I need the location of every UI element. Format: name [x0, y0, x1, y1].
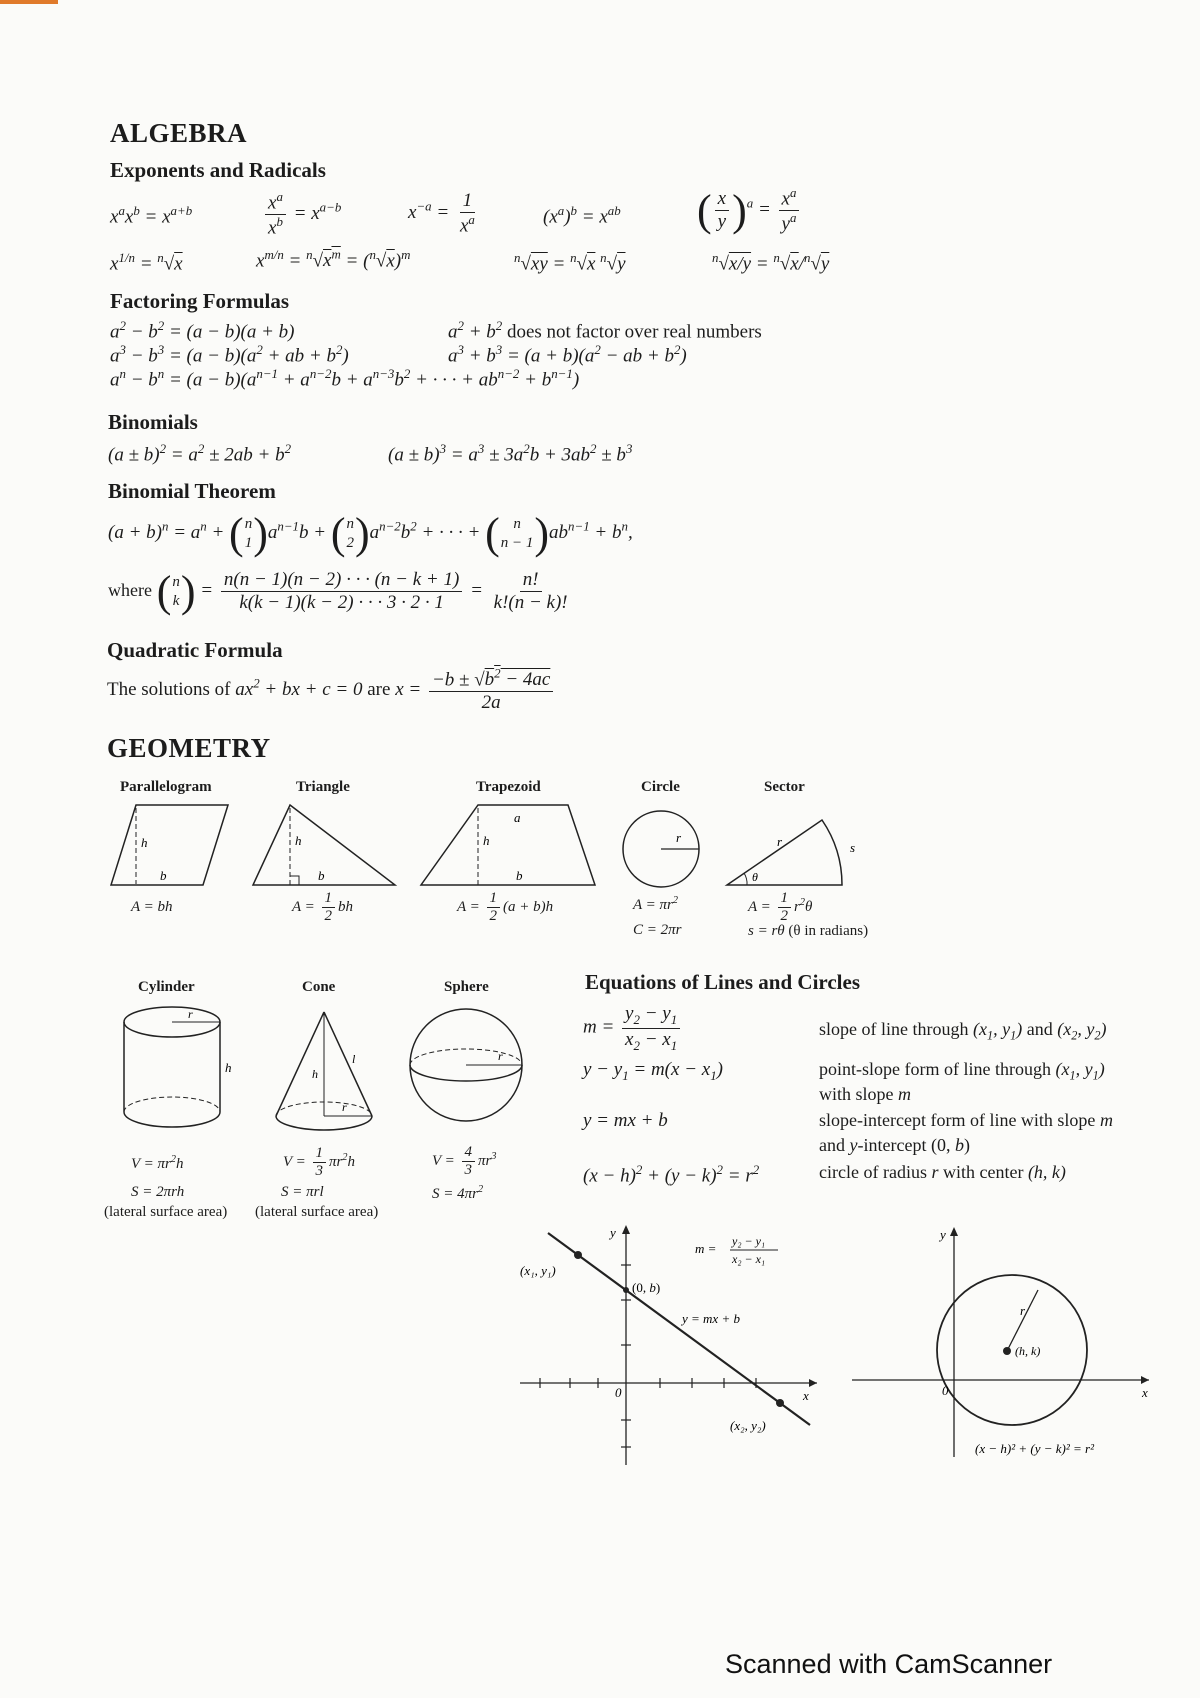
sector-note: (θ in radians) [788, 923, 869, 939]
triangle-label: Triangle [296, 779, 350, 795]
sector-area: A = $\frac{1}{2}$ $r^2\theta$ [748, 890, 813, 925]
sphere-surface-area: $S = 4\pi r^2$ [432, 1184, 484, 1202]
svg-text:a: a [514, 810, 521, 825]
formula-quotient-power: ( $\frac{x}{y}$ )$^a$ = $\frac{x^a}{y^a}$ [697, 185, 802, 236]
svg-text:(x₁, y₁): (x₁, y₁) [520, 1263, 556, 1278]
svg-text:x: x [803, 1388, 809, 1403]
svg-text:m =: m = [695, 1241, 717, 1256]
svg-text:l: l [352, 1052, 356, 1066]
binomials-heading: Binomials [108, 410, 198, 434]
svg-text:r: r [1020, 1303, 1026, 1318]
formula-power-rule: $(x^a)^b = x^{ab}$ [543, 203, 621, 228]
formula-rational-exponent: $x^{m/n} = ^n√x^m = (^n√x)^m$ [256, 247, 411, 272]
sector-arc-length: s = rθ (θ in radians) [748, 923, 869, 939]
svg-text:y₂ − y₁: y₂ − y₁ [732, 1234, 766, 1248]
sector-figure [722, 810, 862, 890]
lines-heading: Equations of Lines and Circles [585, 970, 860, 994]
cylinder-label: Cylinder [138, 979, 195, 995]
sphere-label: Sphere [444, 979, 489, 995]
camscanner-footer: Scanned with CamScanner [725, 1649, 1053, 1679]
formula-binomial-theorem: $(a + b)^n = a^n$ + ( n 1 )$a^{n-1}b$ + ( n 2 )$a^{n-2}b^2$ + · · · + ( n n − 1 )$ab^{n-1} + b^n$, [108, 509, 633, 558]
svg-text:b: b [516, 868, 523, 883]
svg-text:h: h [225, 1060, 232, 1075]
sum-squares-note: does not factor over real numbers [506, 321, 762, 343]
svg-text:0: 0 [942, 1383, 949, 1398]
svg-text:x: x [1142, 1385, 1148, 1400]
svg-text:b: b [318, 868, 325, 883]
exponents-heading: Exponents and Radicals [110, 158, 326, 182]
cylinder-figure [120, 1002, 230, 1132]
point-slope-description: point-slope form of line through ($x_1$, $y_1$) [819, 1059, 1105, 1083]
parallelogram-figure [108, 800, 233, 890]
factoring-heading: Factoring Formulas [110, 289, 290, 313]
cylinder-lateral-note: (lateral surface area) [104, 1204, 228, 1220]
svg-text:r: r [342, 1100, 347, 1114]
formula-binomial-cube: $(a \pm b)^3 = a^3 \pm 3a^2b + 3ab^2 \pm b^3$ [388, 441, 633, 466]
slope-description: slope of line through ($x_1$, $y_1$) and ($x_2$, $y_2$) [819, 1019, 1107, 1043]
svg-text:r: r [498, 1049, 503, 1063]
sphere-volume: V = $\frac{4}{3}$ $\pi r^3$ [432, 1144, 497, 1179]
algebra-title: ALGEBRA [110, 118, 248, 148]
circle-circumference: C = 2πr [633, 922, 682, 938]
svg-text:r: r [777, 834, 783, 849]
cone-volume: V = $\frac{1}{3}$ $\pi r^2h$ [283, 1145, 355, 1180]
formula-binomial-square: $(a \pm b)^2 = a^2 \pm 2ab + b^2$ [108, 441, 292, 466]
formula-circle: $(x - h)^2 + (y - k)^2 = r^2$ [583, 1162, 760, 1187]
cylinder-lateral-area: S = 2πrh [131, 1184, 185, 1200]
triangle-figure [250, 800, 400, 890]
formula-slope-intercept: y = mx + b [583, 1110, 668, 1131]
svg-text:r: r [676, 830, 682, 845]
formula-root-product: $^n$√xy = $^n$√x $^n$√y [514, 250, 626, 275]
circle-figure [620, 808, 702, 890]
point-slope-desc-text: point-slope form of line through [819, 1059, 1051, 1079]
formula-quadratic: The solutions of $ax^2$ + bx + c = 0 are x = $\frac{-b \pm √b^2 - 4ac}{2a}$ [107, 667, 556, 714]
formula-difference-squares: $a^2 - b^2 = (a - b)(a + b)$ [110, 318, 295, 343]
circle-desc-text-2: with center [942, 1162, 1024, 1182]
slope-desc-text: slope of line through [819, 1019, 969, 1039]
formula-point-slope: $y - y_1 = m(x - x_1)$ [583, 1059, 723, 1083]
formula-product-rule: $x^ax^b = x^{a+b}$ [110, 203, 193, 228]
circle-desc-text: circle of radius [819, 1162, 927, 1182]
parallelogram-label: Parallelogram [120, 779, 212, 795]
scanner-edge-mark [0, 0, 58, 4]
formula-slope: m = $\frac{y_2 - y_1}{x_2 - x_1}$ [583, 1003, 683, 1053]
quadratic-text: The solutions of [107, 678, 231, 700]
svg-text:(0, b): (0, b) [632, 1280, 661, 1295]
formula-difference-powers: $a^n - b^n = (a - b)(a^{n-1} + a^{n-2}b + a^{n-3}b^2$ + · · · + $ab^{n-2} + b^{n-1}$) [110, 366, 580, 391]
svg-text:y = mx + b: y = mx + b [682, 1311, 740, 1326]
svg-text:y: y [940, 1227, 946, 1242]
circle-label: Circle [641, 779, 680, 795]
slope-intercept-and: and [819, 1135, 845, 1155]
slope-intercept-desc-text: slope-intercept form of line with slope [819, 1110, 1096, 1130]
svg-text:s: s [850, 840, 856, 855]
svg-text:h: h [483, 833, 490, 848]
svg-text:(x₂, y₂): (x₂, y₂) [730, 1418, 766, 1433]
quadratic-are: are [367, 678, 391, 700]
formula-root-definition: $x^{1/n} = ^n√x$ [110, 250, 183, 275]
trapezoid-label: Trapezoid [476, 779, 541, 795]
slope-intercept-desc-text-2: -intercept [857, 1135, 927, 1155]
svg-text:r: r [188, 1007, 193, 1021]
svg-text:h: h [312, 1067, 318, 1081]
slope-intercept-description: slope-intercept form of line with slope m [819, 1110, 1113, 1130]
cone-label: Cone [302, 979, 336, 995]
svg-text:(x − h)² + (y − k)² = r²: (x − h)² + (y − k)² = r² [975, 1441, 1094, 1456]
parallelogram-area: A = bh [131, 899, 173, 915]
circle-area: $A = \pi r^2$ [633, 895, 678, 913]
circle-description: circle of radius r with center (h, k) [819, 1162, 1066, 1182]
point-slope-desc-text-2: with slope [819, 1084, 894, 1104]
svg-text:θ: θ [752, 870, 758, 884]
quadratic-heading: Quadratic Formula [107, 638, 283, 662]
triangle-area: A = $\frac{1}{2}$ bh [292, 890, 354, 925]
svg-text:(h, k): (h, k) [1015, 1344, 1041, 1358]
cone-lateral-note: (lateral surface area) [255, 1204, 379, 1220]
slope-intercept-description-2: and y-intercept (0, b) [819, 1135, 970, 1155]
svg-text:x₂ − x₁: x₂ − x₁ [732, 1252, 766, 1266]
svg-text:h: h [295, 833, 302, 848]
slope-desc-and: and [1026, 1019, 1053, 1039]
formula-binomial-coefficient: where ( n k ) = $\frac{n(n - 1)(n - 2) \cdot \cdot \cdot (n - k + 1)}{k(k - 1)(k - 2) \cdot \cdot \cdot 3 \cdot 2 \cdot 1}$ = $\frac{n!}{k!(n - k)!}$ [108, 567, 568, 616]
formula-negative-exponent: $x^{-a}$ = $\frac{1}{x^a}$ [408, 190, 475, 237]
cone-lateral-area: S = πrl [281, 1184, 324, 1200]
svg-text:0: 0 [615, 1385, 622, 1400]
sector-label: Sector [764, 779, 805, 795]
svg-text:h: h [141, 835, 148, 850]
cylinder-volume: $V = \pi r^2h$ [131, 1154, 184, 1172]
point-slope-description-2: with slope m [819, 1084, 911, 1104]
sphere-figure [406, 1005, 526, 1125]
formula-difference-cubes: $a^3 - b^3 = (a - b)(a^2$ + ab + $b^2$) [110, 342, 349, 367]
binomial-theorem-heading: Binomial Theorem [108, 479, 276, 503]
formula-sum-squares: $a^2 + b^2$ does not factor over real numbers [448, 318, 762, 343]
formula-sum-cubes: $a^3 + b^3 = (a + b)(a^2$ − ab + $b^2$) [448, 342, 687, 367]
geometry-title: GEOMETRY [107, 733, 271, 763]
svg-text:y: y [610, 1225, 616, 1240]
svg-text:b: b [160, 868, 167, 883]
where-label: where [108, 579, 152, 600]
formula-quotient-rule: $\frac{x^a}{x^b}$ = $x^{a-b}$ [262, 190, 341, 239]
circle-graph [852, 1225, 1152, 1465]
cone-figure [272, 1008, 382, 1133]
formula-root-quotient: $^n$√x/y = $^n$√x/$^n$√y [712, 250, 830, 275]
trapezoid-figure [418, 800, 598, 890]
trapezoid-area: A = $\frac{1}{2}$ (a + b)h [457, 890, 554, 925]
line-graph [520, 1225, 820, 1470]
